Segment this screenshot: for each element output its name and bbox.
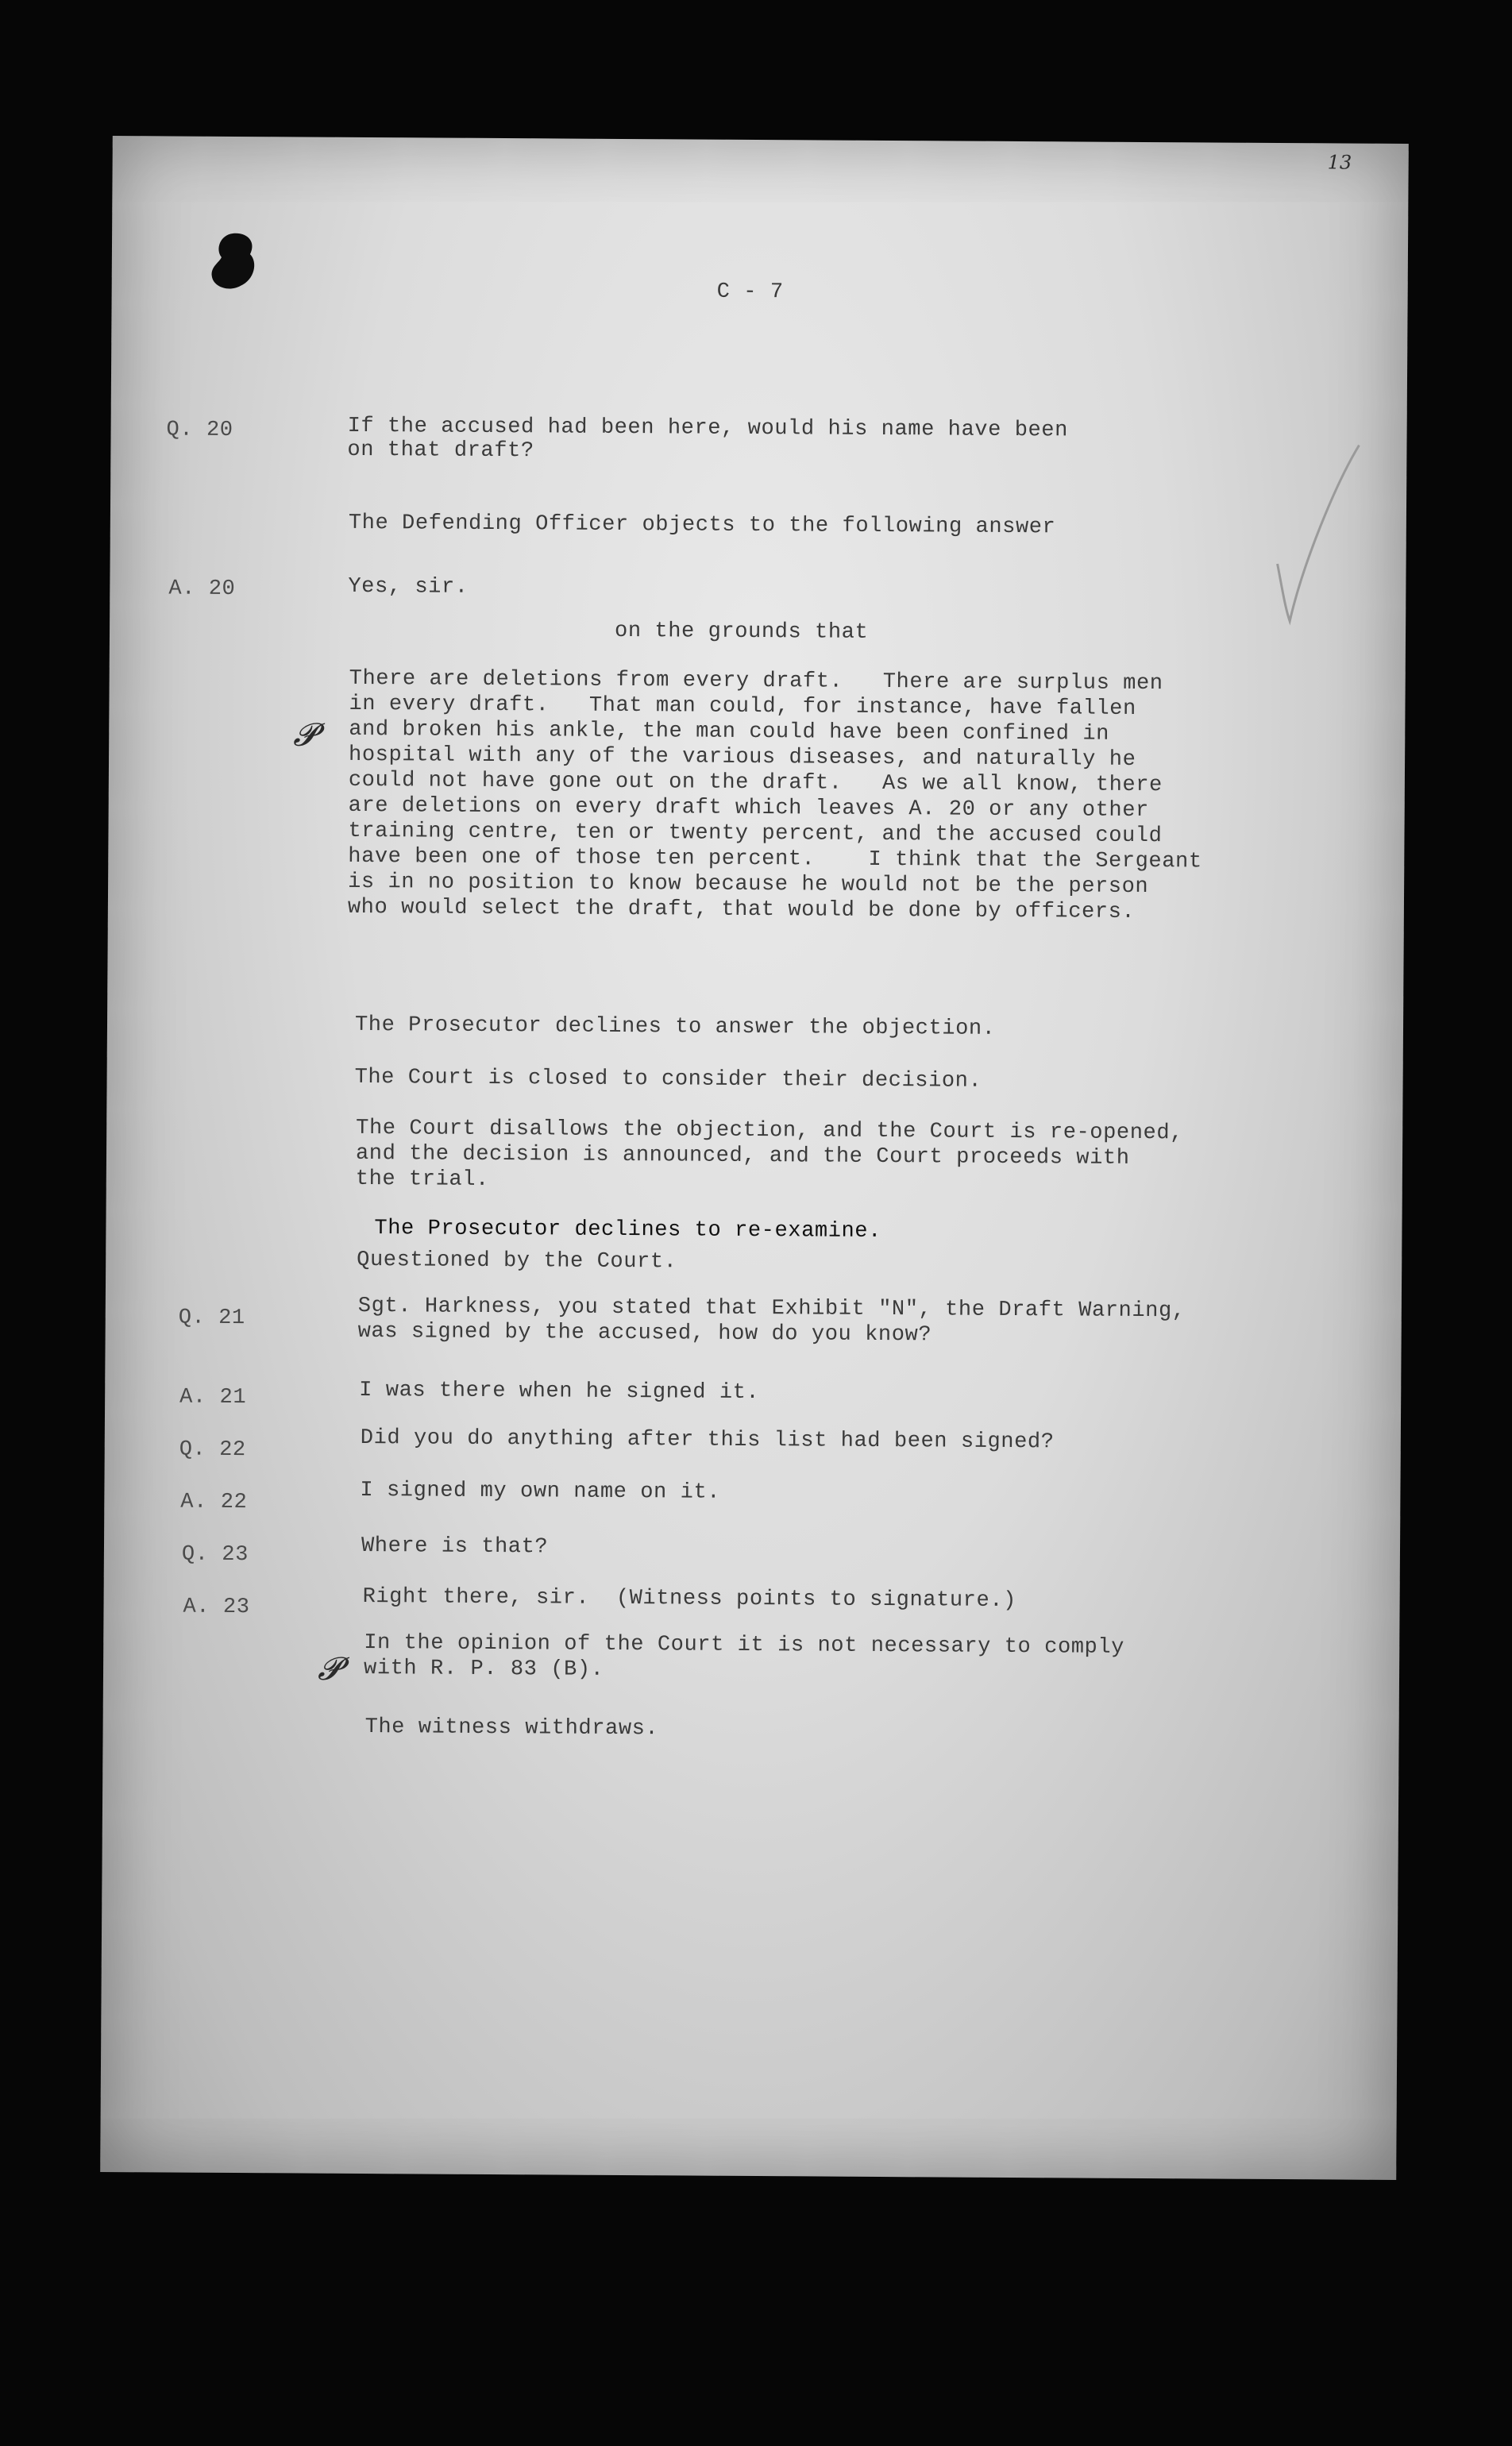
q20-line-2: on that draft? [347, 438, 534, 464]
a20-label: A. 20 [168, 577, 236, 601]
a23-text: Right there, sir. (Witness points to signature.) [362, 1584, 1017, 1614]
q23-text: Where is that? [361, 1534, 549, 1560]
q21-label: Q. 21 [178, 1306, 245, 1331]
q21-line-1: Sgt. Harkness, you stated that Exhibit "N", the Draft Warning, [357, 1294, 1186, 1324]
q20-line-1: If the accused had been here, would his name have been [347, 414, 1069, 443]
q22-label: Q. 22 [179, 1437, 246, 1463]
page-id: C - 7 [716, 280, 784, 305]
q20-label: Q. 20 [166, 418, 233, 442]
re-examine: The Prosecutor declines to re-examine. [374, 1217, 882, 1244]
grounds-line: hospital with any of the various diseases, and naturally he [348, 743, 1136, 772]
document-page [100, 136, 1409, 2180]
q22-text: Did you do anything after this list had been signed? [360, 1426, 1055, 1455]
grounds-heading: on the grounds that [614, 619, 869, 645]
objection-intro: The Defending Officer objects to the following answer [348, 511, 1056, 540]
a20-text: Yes, sir. [348, 574, 469, 600]
disallow-line: The Court disallows the objection, and the Court is re-opened, [356, 1116, 1184, 1146]
grounds-line: have been one of those ten percent. I think that the Sergeant [348, 844, 1202, 874]
grounds-line: training centre, ten or twenty percent, and the accused could [348, 819, 1163, 849]
handwritten-page-number: 13 [1327, 151, 1352, 174]
opinion-line-2: with R. P. 83 (B). [363, 1657, 604, 1682]
grounds-line: in every draft. That man could, for instance, have fallen [349, 692, 1136, 721]
disallow-line: the trial. [355, 1167, 489, 1192]
grounds-line: There are deletions from every draft. There are surplus men [349, 666, 1163, 696]
handwritten-margin-mark-1: 𝓟 [293, 716, 317, 754]
prosecutor-declines: The Prosecutor declines to answer the objection. [354, 1013, 996, 1041]
a22-label: A. 22 [180, 1490, 248, 1515]
a23-label: A. 23 [183, 1595, 250, 1620]
opinion-line-1: In the opinion of the Court it is not necessary to comply [364, 1631, 1125, 1660]
witness-withdraws: The witness withdraws. [364, 1715, 659, 1742]
handwritten-margin-mark-2: 𝓟 [317, 1650, 341, 1688]
grounds-line: could not have gone out on the draft. As we all know, there [348, 768, 1163, 798]
grounds-line: is in no position to know because he would not be the person [348, 870, 1149, 900]
ink-blot-mark [209, 230, 262, 298]
a21-text: I was there when he signed it. [359, 1378, 760, 1406]
a21-label: A. 21 [179, 1385, 247, 1410]
check-mark [1271, 437, 1367, 628]
a22-text: I signed my own name on it. [360, 1478, 721, 1505]
grounds-line: are deletions on every draft which leaves A. 20 or any other [348, 793, 1149, 824]
court-closed: The Court is closed to consider their decision. [354, 1065, 982, 1094]
questioned-by-court: Questioned by the Court. [357, 1248, 677, 1275]
q21-line-2: was signed by the accused, how do you know? [357, 1319, 932, 1348]
q23-label: Q. 23 [181, 1542, 249, 1568]
disallow-line: and the decision is announced, and the Court proceeds with [355, 1141, 1130, 1171]
grounds-line: who would select the draft, that would be done by officers. [347, 895, 1136, 924]
grounds-line: and broken his ankle, the man could have been confined in [349, 717, 1110, 747]
